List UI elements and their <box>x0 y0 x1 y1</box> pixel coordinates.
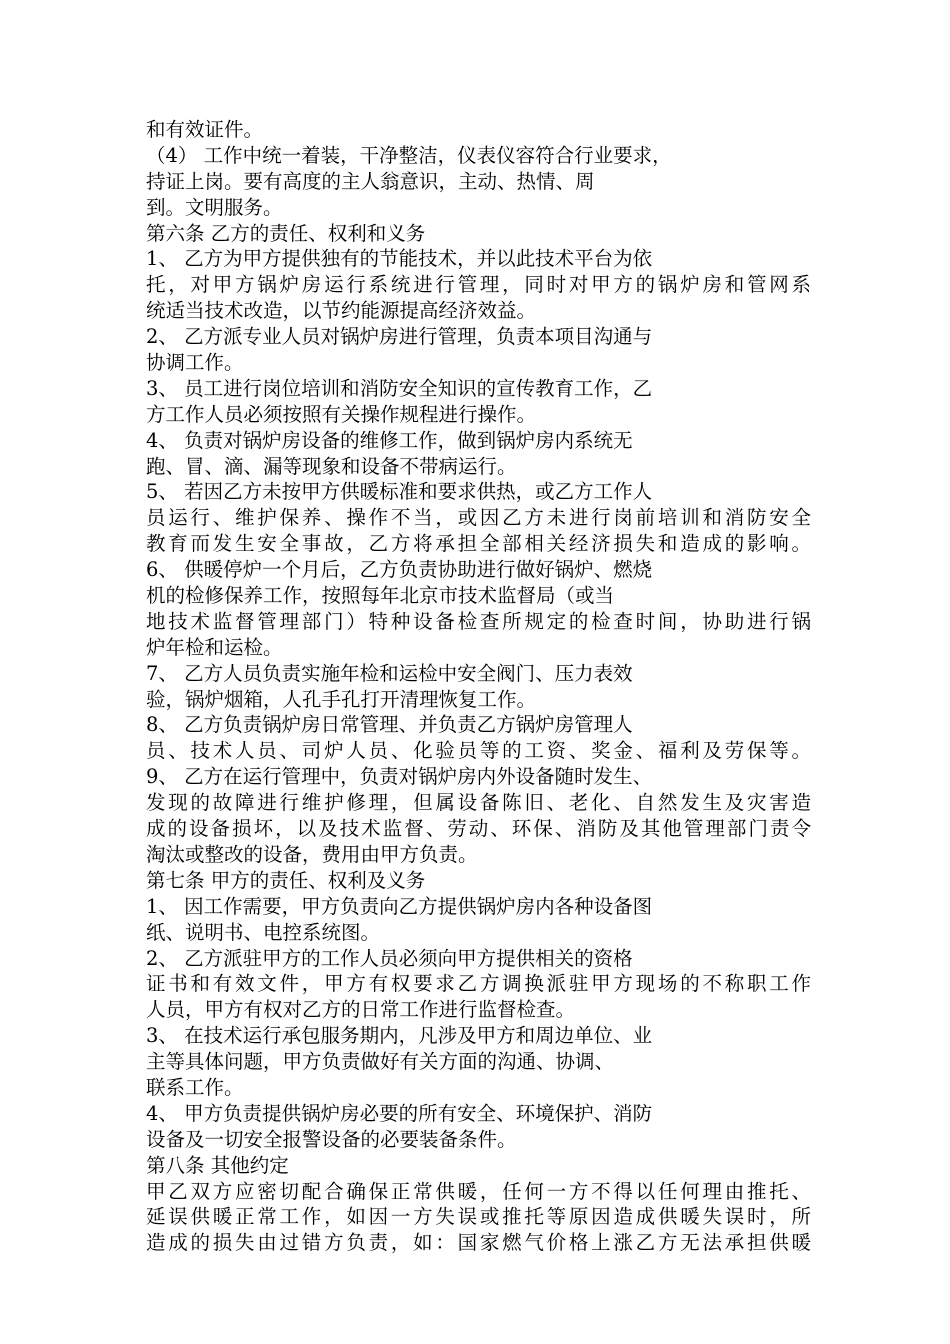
text-line: 2、 乙方派驻甲方的工作人员必须向甲方提供相关的资格 <box>146 946 633 970</box>
text-line: 炉年检和运检。 <box>146 635 283 659</box>
text-line: 跑、冒、滴、漏等现象和设备不带病运行。 <box>146 454 517 478</box>
text-line: 验，锅炉烟箱，人孔手孔打开清理恢复工作。 <box>146 687 537 711</box>
text-line: 9、 乙方在运行管理中，负责对锅炉房内外设备随时发生、 <box>146 765 653 789</box>
text-line: 3、 员工进行岗位培训和消防安全知识的宣传教育工作，乙 <box>146 376 653 400</box>
text-line: 纸、说明书、电控系统图。 <box>146 920 381 944</box>
text-line: 1、 乙方为甲方提供独有的节能技术，并以此技术平台为依 <box>146 247 653 271</box>
text-line: （4） 工作中统一着装，干净整洁，仪表仪容符合行业要求， <box>146 143 672 167</box>
document-body <box>146 117 811 1256</box>
text-line: 和有效证件。 <box>146 118 264 141</box>
text-line: 5、 若因乙方未按甲方供暖标准和要求供热，或乙方工作人 <box>146 480 653 504</box>
text-line: 4、 负责对锅炉房设备的维修工作，做到锅炉房内系统无 <box>146 428 633 452</box>
text-line: 联系工作。 <box>146 1075 244 1099</box>
text-line: 7、 乙方人员负责实施年检和运检中安全阀门、压力表效 <box>146 661 633 685</box>
text-line: 甲乙双方应密切配合确保正常供暖，任何一方不得以任何理由推托、 <box>146 1179 811 1203</box>
text-line: 第七条 甲方的责任、权利及义务 <box>146 868 426 892</box>
text-line: 2、 乙方派专业人员对锅炉房进行管理，负责本项目沟通与 <box>146 325 653 349</box>
text-line: 持证上岗。要有高度的主人翁意识，主动、热情、周 <box>146 169 595 193</box>
text-line: 设备及一切安全报警设备的必要装备条件。 <box>146 1127 517 1151</box>
text-line: 统适当技术改造，以节约能源提高经济效益。 <box>146 299 537 323</box>
text-line: 造成的损失由过错方负责，如：国家燃气价格上涨乙方无法承担供暖 <box>146 1231 811 1255</box>
text-line: 教育而发生安全事故，乙方将承担全部相关经济损失和造成的影响。 <box>146 532 811 556</box>
text-line: 机的检修保养工作，按照每年北京市技术监督局（或当 <box>146 584 615 608</box>
text-line: 发现的故障进行维护修理，但属设备陈旧、老化、自然发生及灾害造 <box>146 791 811 815</box>
text-line: 延误供暖正常工作，如因一方失误或推托等原因造成供暖失误时，所 <box>146 1205 811 1229</box>
text-line: 8、 乙方负责锅炉房日常管理、并负责乙方锅炉房管理人 <box>146 713 633 737</box>
text-line: 人员，甲方有权对乙方的日常工作进行监督检查。 <box>146 998 576 1022</box>
text-line: 第八条 其他约定 <box>146 1153 289 1177</box>
text-line: 证书和有效文件，甲方有权要求乙方调换派驻甲方现场的不称职工作 <box>146 972 811 996</box>
text-line: 员、技术人员、司炉人员、化验员等的工资、奖金、福利及劳保等。 <box>146 739 811 763</box>
text-line: 3、 在技术运行承包服务期内，凡涉及甲方和周边单位、业 <box>146 1024 653 1048</box>
text-line: 成的设备损坏，以及技术监督、劳动、环保、消防及其他管理部门责令 <box>146 817 811 841</box>
text-line: 主等具体问题，甲方负责做好有关方面的沟通、协调、 <box>146 1050 615 1074</box>
text-line: 托，对甲方锅炉房运行系统进行管理，同时对甲方的锅炉房和管网系 <box>146 273 811 297</box>
text-line: 4、 甲方负责提供锅炉房必要的所有安全、环境保护、消防 <box>146 1101 653 1125</box>
text-line: 地技术监督管理部门）特种设备检查所规定的检查时间，协助进行锅 <box>146 609 811 633</box>
text-line: 员运行、维护保养、操作不当，或因乙方未进行岗前培训和消防安全 <box>146 506 811 530</box>
text-line: 淘汰或整改的设备，费用由甲方负责。 <box>146 842 478 866</box>
text-line: 6、 供暖停炉一个月后，乙方负责协助进行做好锅炉、燃烧 <box>146 558 653 582</box>
text-line: 协调工作。 <box>146 351 244 375</box>
text-line: 第六条 乙方的责任、权利和义务 <box>146 221 426 245</box>
text-line: 方工作人员必须按照有关操作规程进行操作。 <box>146 402 537 426</box>
text-line: 1、 因工作需要，甲方负责向乙方提供锅炉房内各种设备图 <box>146 894 653 918</box>
text-line: 到。文明服务。 <box>146 195 283 219</box>
